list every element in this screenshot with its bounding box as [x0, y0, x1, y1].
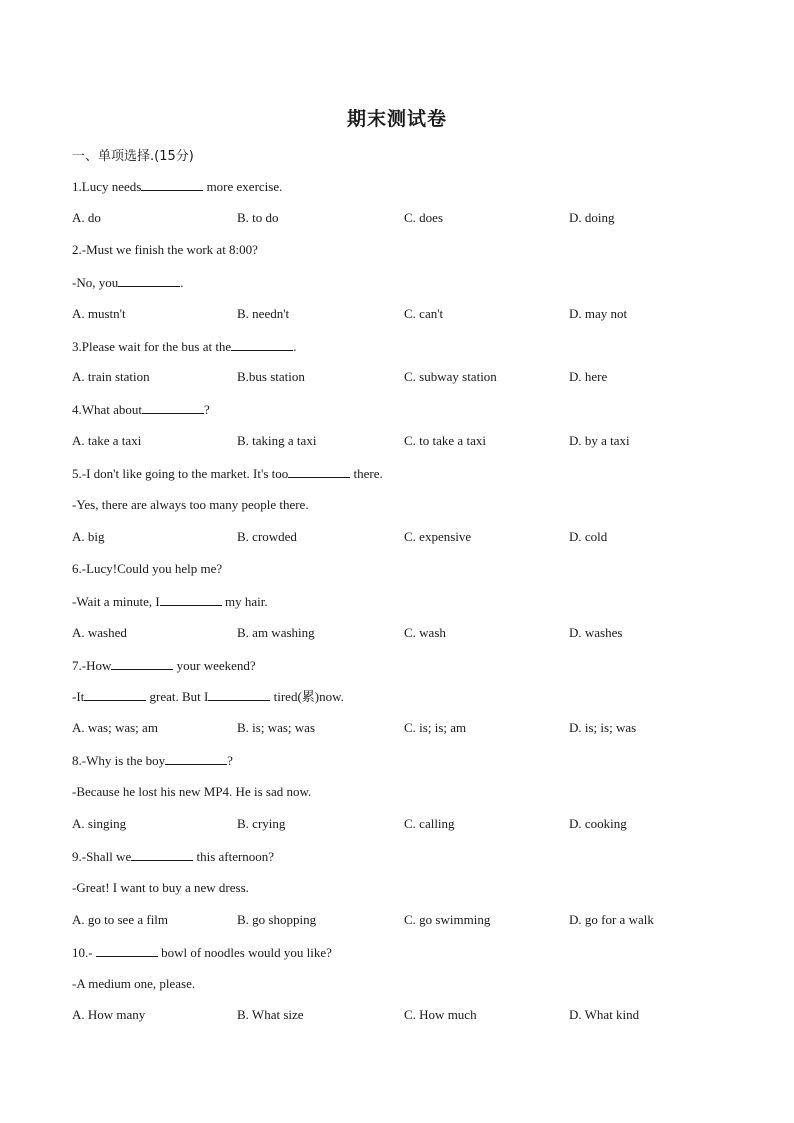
- options-row: [72, 305, 722, 323]
- option-b: B. taking a taxi: [237, 433, 317, 449]
- question-line: [72, 496, 309, 514]
- options-row: [72, 624, 722, 642]
- question-text: your weekend?: [173, 657, 256, 673]
- question-line: [72, 464, 383, 482]
- answer-blank: [160, 592, 222, 606]
- question-line: [72, 241, 258, 259]
- question-line: [72, 273, 183, 291]
- option-d: D. may not: [569, 305, 628, 321]
- answer-blank: [111, 656, 173, 670]
- option-a: A. train station: [72, 369, 150, 385]
- options-row: [72, 1006, 722, 1024]
- option-c: C. calling: [404, 816, 455, 831]
- question-text: -It: [72, 689, 85, 705]
- option-b: B.bus station: [237, 369, 305, 385]
- option-a: A. singing: [72, 816, 127, 831]
- question-text: 8.-Why is the boy: [72, 753, 166, 769]
- answer-blank: [131, 847, 193, 861]
- question-text: 9.-Shall we: [72, 848, 132, 864]
- options-row: [72, 815, 722, 833]
- option-a: A. washed: [72, 624, 127, 640]
- page-title: 期末测试卷: [346, 108, 447, 130]
- option-d: D. by a taxi: [569, 433, 630, 449]
- question-line: [72, 847, 274, 865]
- question-text: more exercise.: [203, 179, 283, 194]
- question-text: my hair.: [221, 593, 268, 609]
- question-text: ?: [227, 753, 233, 769]
- question-line: [72, 337, 296, 355]
- options-row: [72, 368, 722, 386]
- options-row: [72, 719, 722, 737]
- option-b: B. What size: [237, 1007, 304, 1023]
- question-line: [72, 783, 311, 801]
- question-text: -Because he lost his new MP4. He is sad now.: [72, 784, 312, 800]
- option-b: B. to do: [237, 209, 279, 225]
- option-a: A. go to see a film: [72, 911, 169, 927]
- option-d: D. doing: [569, 209, 615, 225]
- question-line: [72, 592, 268, 610]
- question-text: 3.Please wait for the bus at the: [72, 338, 232, 354]
- option-a: A. take a taxi: [72, 433, 142, 449]
- question-line: [72, 656, 256, 674]
- options-row: [72, 209, 722, 227]
- question-text: ?: [204, 402, 210, 418]
- question-text: great. But I: [146, 689, 209, 705]
- options-row: [72, 911, 722, 929]
- question-line: [72, 687, 344, 705]
- option-b: B. needn't: [237, 305, 290, 321]
- option-a: A. big: [72, 528, 105, 544]
- option-a: A. was; was; am: [72, 720, 158, 736]
- answer-blank: [142, 400, 204, 414]
- question-text: -A medium one, please.: [72, 975, 196, 991]
- question-text: 10.-: [72, 944, 96, 960]
- answer-blank: [288, 464, 350, 478]
- question-text: -Yes, there are always too many people there.: [72, 497, 309, 512]
- option-a: A. mustn't: [72, 305, 126, 321]
- option-c: C. to take a taxi: [404, 433, 486, 449]
- option-c: C. subway station: [404, 369, 497, 385]
- question-text: -Wait a minute, I: [72, 593, 160, 609]
- answer-blank: [165, 751, 227, 765]
- option-a: A. How many: [72, 1007, 146, 1023]
- option-b: B. crying: [237, 816, 286, 831]
- option-b: B. am washing: [237, 624, 315, 640]
- section-heading: 一、单项选择.(15分): [72, 149, 194, 164]
- option-c: C. does: [404, 209, 443, 225]
- question-line: [72, 975, 195, 993]
- option-d: D. cold: [569, 528, 608, 544]
- answer-blank: [231, 337, 293, 351]
- answer-blank: [118, 273, 180, 287]
- option-c: C. go swimming: [404, 911, 491, 927]
- answer-blank: [208, 687, 270, 701]
- option-d: D. washes: [569, 624, 623, 640]
- question-text: 6.-Lucy!Could you help me?: [72, 560, 223, 576]
- question-line: [72, 943, 332, 961]
- question-line: [72, 177, 282, 195]
- question-text: .: [180, 274, 184, 290]
- option-d: D. here: [569, 369, 608, 385]
- option-d: D. is; is; was: [569, 720, 637, 736]
- option-c: C. wash: [404, 624, 446, 640]
- question-text: 1.Lucy needs: [72, 179, 142, 194]
- question-text: -No, you: [72, 274, 119, 290]
- option-c: C. expensive: [404, 528, 472, 544]
- question-text: 2.-Must we finish the work at 8:00?: [72, 241, 258, 257]
- question-text: 5.-I don't like going to the market. It's too: [72, 466, 289, 482]
- question-text: 4.What about: [72, 402, 143, 418]
- option-c: C. is; is; am: [404, 720, 467, 736]
- question-text: 7.-How: [72, 657, 112, 673]
- question-text: there.: [350, 466, 383, 482]
- question-line: [72, 400, 210, 418]
- option-b: B. is; was; was: [237, 720, 315, 736]
- answer-blank: [141, 177, 203, 191]
- option-d: D. go for a walk: [569, 911, 654, 927]
- question-text: -Great! I want to buy a new dress.: [72, 879, 249, 895]
- answer-blank: [96, 943, 158, 957]
- options-row: [72, 528, 722, 546]
- option-c: C. can't: [404, 305, 444, 321]
- question-text: .: [293, 338, 297, 354]
- question-text: tired(累)now.: [270, 689, 344, 705]
- answer-blank: [84, 687, 146, 701]
- question-text: bowl of noodles would you like?: [157, 944, 332, 960]
- option-c: C. How much: [404, 1007, 477, 1023]
- question-text: this afternoon?: [193, 848, 275, 864]
- option-d: D. cooking: [569, 816, 627, 831]
- option-b: B. crowded: [237, 528, 297, 544]
- question-line: [72, 879, 249, 897]
- options-row: [72, 432, 722, 450]
- question-line: [72, 751, 233, 769]
- option-b: B. go shopping: [237, 911, 317, 927]
- option-d: D. What kind: [569, 1007, 640, 1023]
- question-line: [72, 560, 222, 578]
- option-a: A. do: [72, 209, 101, 225]
